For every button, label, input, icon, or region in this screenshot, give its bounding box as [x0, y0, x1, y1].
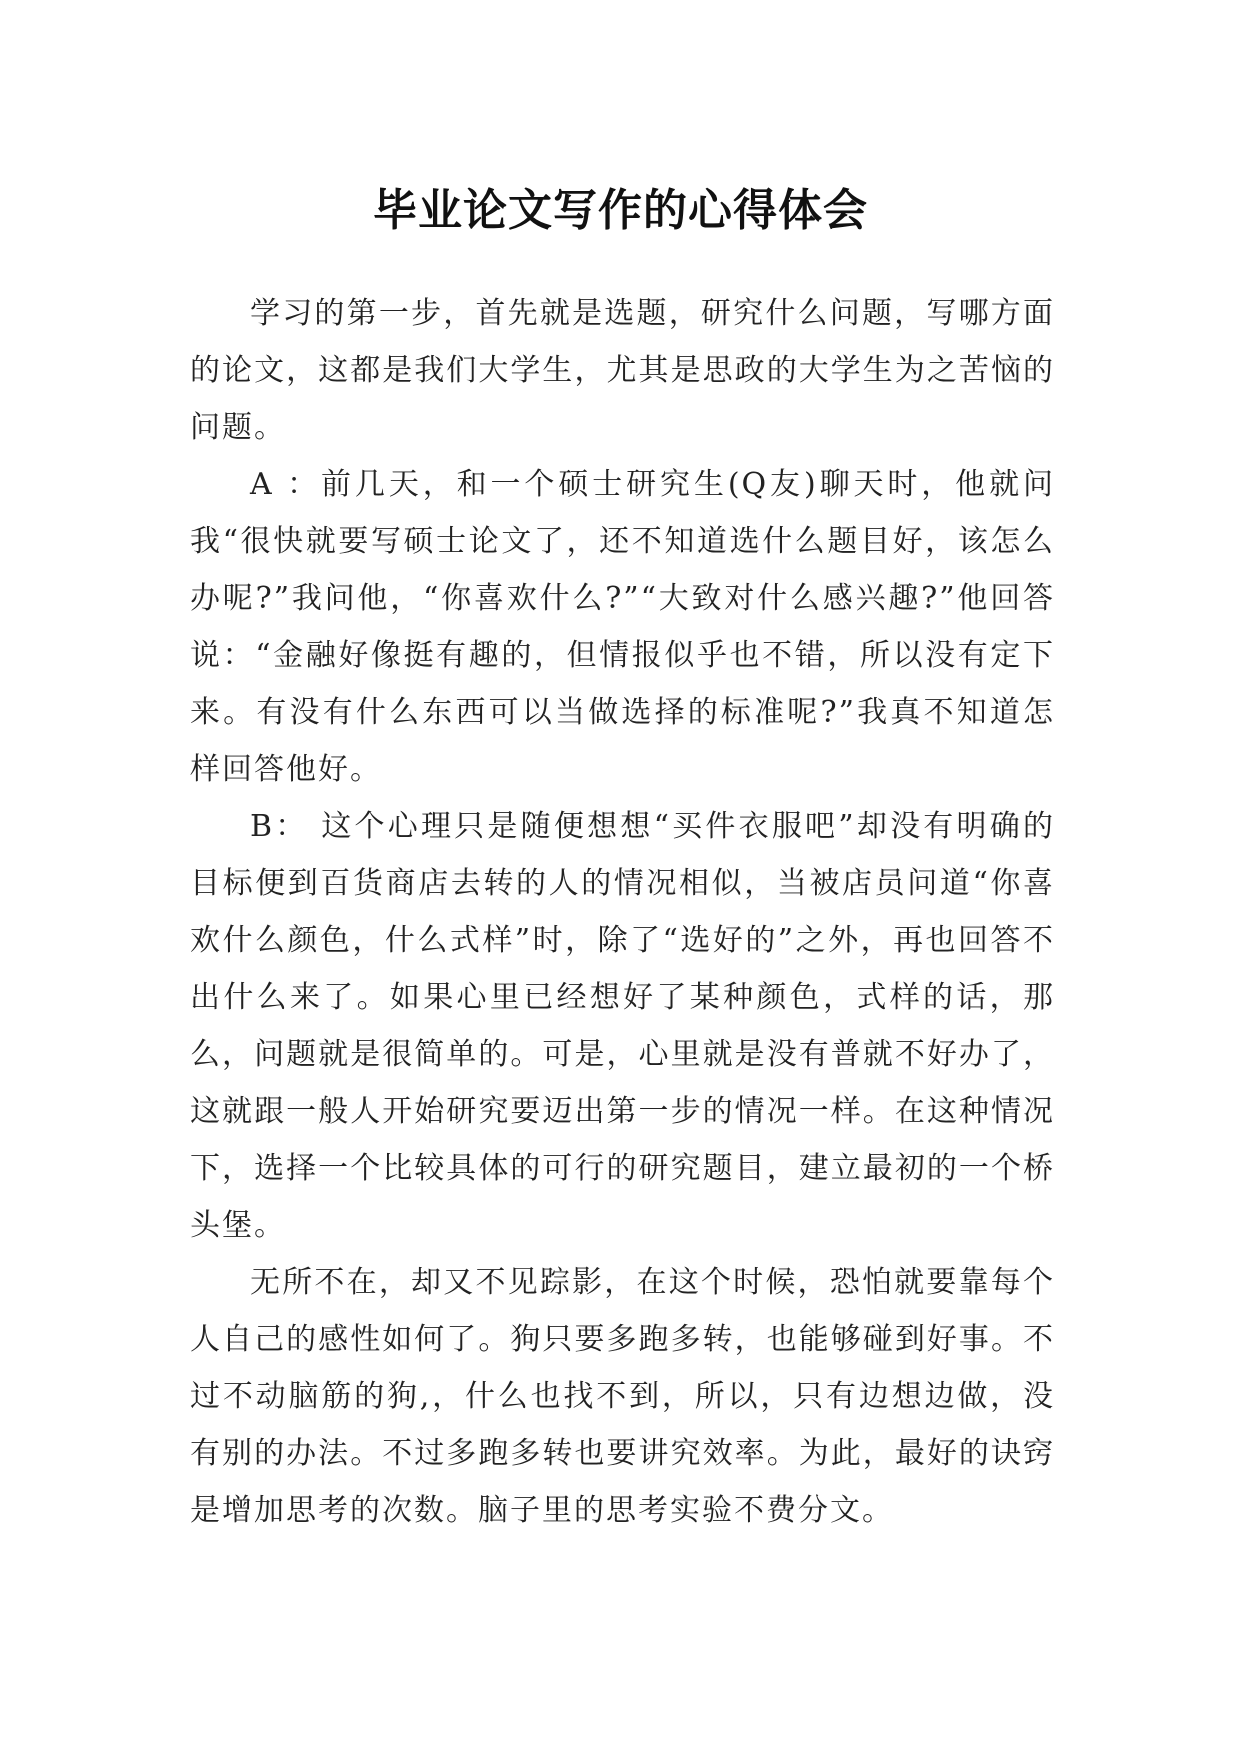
paragraph-conclusion: 无所不在，却又不见踪影，在这个时候，恐怕就要靠每个人自己的感性如何了。狗只要多跑多转，也能够碰到好事。不过不动脑筋的狗,，什么也找不到，所以，只有边想边做，没有别的办法。不过多跑多转也要讲究效率。为此，最好的诀窍是增加思考的次数。脑子里的思考实验不费分文。 [190, 1265, 1055, 1528]
paragraph-b: B： 这个心理只是随便想想“买件衣服吧”却没有明确的目标便到百货商店去转的人的情况相似，当被店员问道“你喜欢什么颜色，什么式样”时，除了“选好的”之外，再也回答不出什么来了。如果心里已经想好了某种颜色，式样的话，那么，问题就是很简单的。可是，心里就是没有普就不好办了，这就跟一般人开始研究要迈出第一步的情况一样。在这种情况下，选择一个比较具体的可行的研究题目，建立最初的一个桥头堡。 [190, 809, 1055, 1243]
paragraph-a: A ：前几天，和一个硕士研究生(Q友)聊天时，他就问我“很快就要写硕士论文了，还不知道选什么题目好，该怎么办呢?”我问他，“你喜欢什么?”“大致对什么感兴趣?”他回答说：“金融好像挺有趣的，但情报似乎也不错，所以没有定下来。有没有什么东西可以当做选择的标准呢?”我真不知道怎样回答他好。 [190, 467, 1055, 787]
page-title: 毕业论文写作的心得体会 [373, 185, 868, 237]
paragraph-intro: 学习的第一步，首先就是选题，研究什么问题，写哪方面的论文，这都是我们大学生，尤其是思政的大学生为之苦恼的问题。 [190, 296, 1055, 445]
document-body [190, 285, 1055, 1539]
